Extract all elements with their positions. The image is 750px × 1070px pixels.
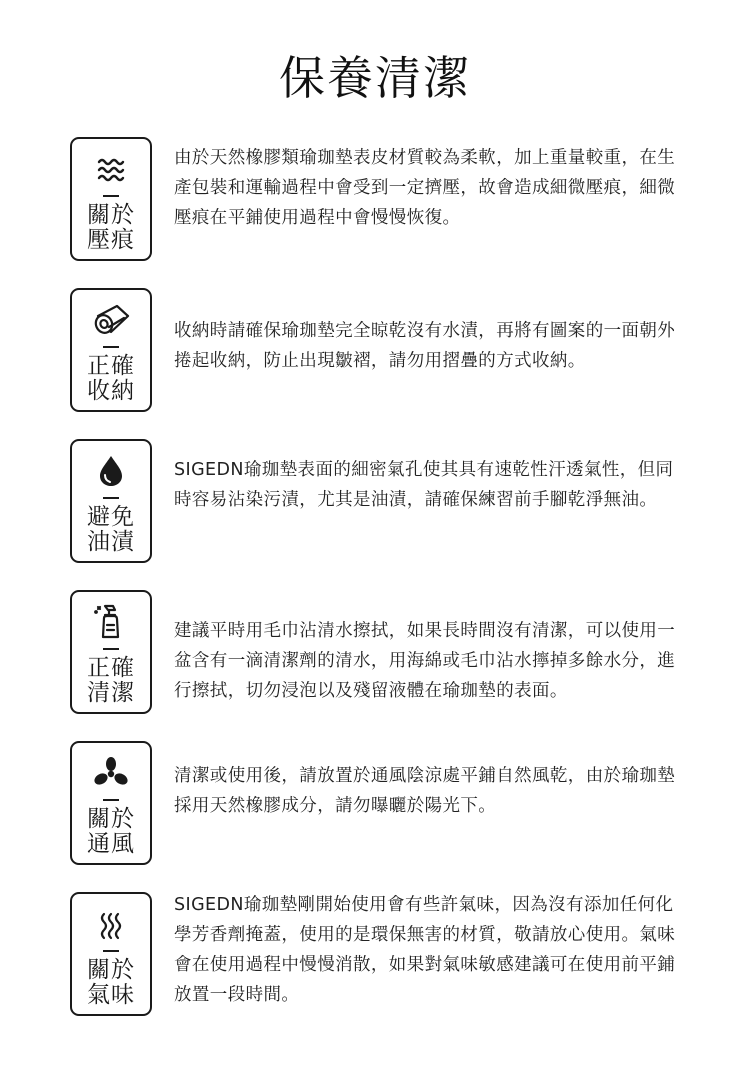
badge-label: 避免 油漬: [87, 504, 135, 555]
section-cleaning: [70, 590, 690, 720]
section-description: 收納時請確保瑜珈墊完全晾乾沒有水漬，再將有圖案的一面朝外捲起收納，防止出現皺褶，請勿用摺疊的方式收納。: [174, 321, 676, 371]
section-avoid-oil: [70, 439, 690, 569]
badge-label: 正確 清潔: [87, 655, 135, 706]
rolled-mat-icon: [91, 302, 131, 338]
divider: [103, 950, 119, 952]
section-description: 由於天然橡膠類瑜珈墊表皮材質較為柔軟，加上重量較重，在生產包裝和運輸過程中會受到一定擠壓，故會造成細微壓痕，細微壓痕在平鋪使用過程中會慢慢恢復。: [174, 148, 676, 228]
badge-label: 正確 收納: [87, 353, 135, 404]
wave-lines-icon: [91, 151, 131, 187]
section-odor: [70, 892, 690, 1022]
divider: [103, 648, 119, 650]
section-storage: [70, 288, 690, 418]
badge-odor: [70, 892, 152, 1016]
divider: [103, 799, 119, 801]
spray-bottle-icon: [91, 604, 131, 640]
badge-ventilation: [70, 741, 152, 865]
badge-cleaning: [70, 590, 152, 714]
divider: [103, 497, 119, 499]
section-pressure-marks: [70, 137, 690, 267]
divider: [103, 195, 119, 197]
section-ventilation: [70, 741, 690, 871]
page-title: 保養清潔: [279, 51, 471, 105]
oil-drop-icon: [91, 453, 131, 489]
badge-label: 關於 通風: [87, 806, 135, 857]
badge-label: 關於 氣味: [87, 957, 135, 1008]
badge-storage: [70, 288, 152, 412]
fan-icon: [91, 755, 131, 791]
section-description: SIGEDN瑜珈墊剛開始使用會有些許氣味，因為沒有添加任何化學芳香劑掩蓋，使用的是環保無害的材質，敬請放心使用。氣味會在使用過程中慢慢消散，如果對氣味敏感建議可在使用前平鋪放置一段時間。: [174, 895, 676, 1005]
odor-lines-icon: [91, 906, 131, 942]
badge-avoid-oil: [70, 439, 152, 563]
badge-pressure-marks: [70, 137, 152, 261]
section-description: SIGEDN瑜珈墊表面的細密氣孔使其具有速乾性汗透氣性，但同時容易沾染污漬，尤其是油漬，請確保練習前手腳乾淨無油。: [174, 460, 674, 510]
badge-label: 關於 壓痕: [87, 202, 135, 253]
section-description: 建議平時用毛巾沾清水擦拭，如果長時間沒有清潔，可以使用一盆含有一滴清潔劑的清水，用海綿或毛巾沾水擰掉多餘水分，進行擦拭，切勿浸泡以及殘留液體在瑜珈墊的表面。: [174, 621, 676, 701]
section-description: 清潔或使用後，請放置於通風陰涼處平鋪自然風乾，由於瑜珈墊採用天然橡膠成分，請勿曝曬於陽光下。: [174, 766, 676, 816]
divider: [103, 346, 119, 348]
